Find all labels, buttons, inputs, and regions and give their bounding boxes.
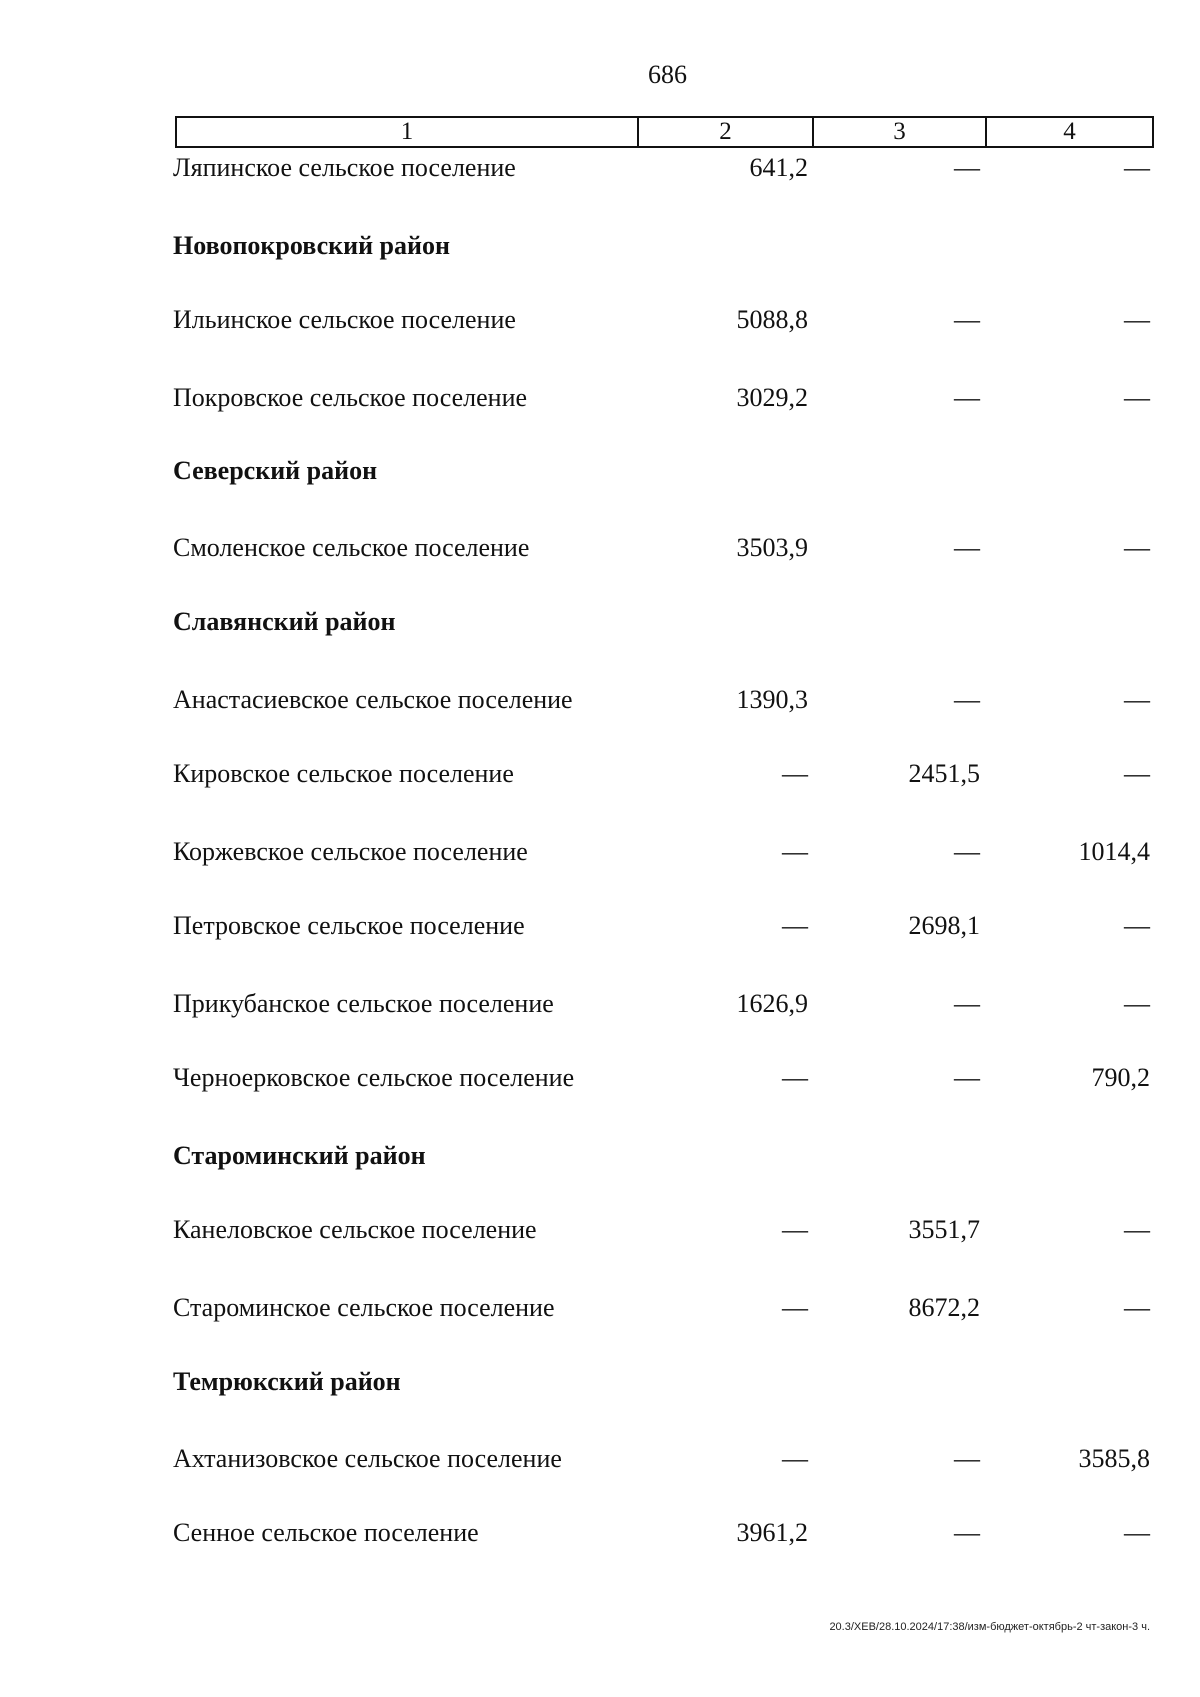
table-row: [0, 682, 1200, 718]
district-name: Темрюкский район: [173, 1367, 401, 1396]
settlement-name: Кировское сельское поселение: [173, 759, 514, 788]
value-col-4: —: [1124, 533, 1150, 562]
table-row: [0, 1212, 1200, 1248]
value-col-2: 3503,9: [736, 533, 808, 562]
value-col-3: —: [954, 533, 980, 562]
settlement-name: Ильинское сельское поселение: [173, 305, 516, 334]
table-row: [0, 380, 1200, 416]
settlement-name: Анастасиевское сельское поселение: [173, 685, 573, 714]
value-col-2: 3029,2: [736, 383, 808, 412]
value-col-2: —: [782, 1444, 808, 1473]
value-col-4: —: [1124, 911, 1150, 940]
value-col-2: —: [782, 759, 808, 788]
value-col-2: 1390,3: [736, 685, 808, 714]
table-row: [0, 986, 1200, 1022]
value-col-3: 2451,5: [908, 759, 980, 788]
value-col-4: —: [1124, 1293, 1150, 1322]
value-col-4: —: [1124, 989, 1150, 1018]
header-cell-4: 4: [1063, 118, 1076, 145]
header-cell-3: 3: [814, 118, 987, 146]
value-col-2: —: [782, 911, 808, 940]
table-row: [0, 1290, 1200, 1326]
table-row: [0, 756, 1200, 792]
value-col-3: —: [954, 1518, 980, 1547]
settlement-name: Коржевское сельское поселение: [173, 837, 528, 866]
district-row: [0, 453, 1200, 489]
value-col-3: —: [954, 1063, 980, 1092]
value-col-2: 641,2: [749, 153, 808, 182]
value-col-3: —: [954, 837, 980, 866]
header-cell-1: 1: [177, 118, 639, 146]
settlement-name: Покровское сельское поселение: [173, 383, 528, 412]
value-col-3: —: [954, 989, 980, 1018]
value-col-2: —: [782, 1215, 808, 1244]
settlement-name: Сенное сельское поселение: [173, 1518, 479, 1547]
value-col-2: 3961,2: [736, 1518, 808, 1547]
value-col-3: 3551,7: [908, 1215, 980, 1244]
value-col-3: —: [954, 383, 980, 412]
table-row: [0, 150, 1200, 186]
value-col-4: —: [1124, 1215, 1150, 1244]
value-col-2: —: [782, 1063, 808, 1092]
table-row: [0, 1515, 1200, 1551]
value-col-3: —: [954, 153, 980, 182]
value-col-2: —: [782, 837, 808, 866]
value-col-3: 2698,1: [908, 911, 980, 940]
district-row: [0, 228, 1200, 264]
value-col-3: —: [954, 305, 980, 334]
value-col-4: —: [1124, 305, 1150, 334]
page-number: 686: [648, 60, 687, 89]
district-name: Северский район: [173, 456, 378, 485]
settlement-name: Староминское сельское поселение: [173, 1293, 555, 1322]
value-col-4: —: [1124, 685, 1150, 714]
value-col-4: —: [1124, 1518, 1150, 1547]
district-row: [0, 604, 1200, 640]
district-row: [0, 1138, 1200, 1174]
value-col-4: —: [1124, 383, 1150, 412]
settlement-name: Ляпинское сельское поселение: [173, 153, 516, 182]
table-row: [0, 302, 1200, 338]
district-name: Новопокровский район: [173, 231, 450, 260]
table-row: [0, 1060, 1200, 1096]
value-col-2: 1626,9: [736, 989, 808, 1018]
value-col-4: —: [1124, 153, 1150, 182]
value-col-4: 1014,4: [1078, 837, 1150, 866]
table-header: [175, 116, 1154, 148]
settlement-name: Канеловское сельское поселение: [173, 1215, 537, 1244]
value-col-4: 3585,8: [1078, 1444, 1150, 1473]
settlement-name: Черноерковское сельское поселение: [173, 1063, 575, 1092]
settlement-name: Смоленское сельское поселение: [173, 533, 530, 562]
table-row: [0, 908, 1200, 944]
district-name: Славянский район: [173, 607, 396, 636]
settlement-name: Ахтанизовское сельское поселение: [173, 1444, 562, 1473]
table-row: [0, 530, 1200, 566]
document-footer: 20.3/ХЕВ/28.10.2024/17:38/изм-бюджет-октябрь-2 чт-закон-3 ч.: [829, 1621, 1150, 1633]
value-col-3: 8672,2: [908, 1293, 980, 1322]
district-name: Староминский район: [173, 1141, 426, 1170]
value-col-2: 5088,8: [736, 305, 808, 334]
district-row: [0, 1364, 1200, 1400]
value-col-3: —: [954, 1444, 980, 1473]
value-col-4: —: [1124, 759, 1150, 788]
settlement-name: Петровское сельское поселение: [173, 911, 525, 940]
header-cell-2: 2: [639, 118, 814, 146]
table-row: [0, 1441, 1200, 1477]
table-row: [0, 834, 1200, 870]
settlement-name: Прикубанское сельское поселение: [173, 989, 554, 1018]
value-col-2: —: [782, 1293, 808, 1322]
value-col-3: —: [954, 685, 980, 714]
value-col-4: 790,2: [1091, 1063, 1150, 1092]
